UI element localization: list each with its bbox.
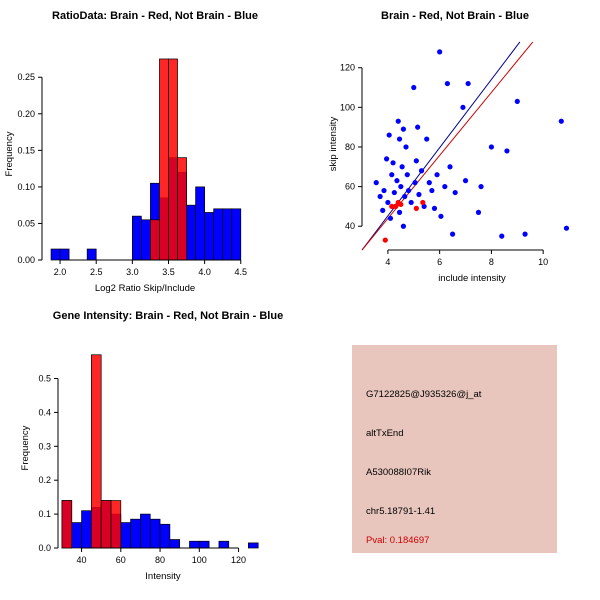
scatter-point	[419, 168, 424, 173]
hist-bar	[121, 523, 131, 548]
scatter-point	[564, 226, 569, 231]
y-tick-label: 0.15	[17, 145, 35, 156]
x-tick-label: 8	[488, 257, 494, 267]
y-tick-label: 0.00	[17, 255, 35, 265]
scatter-point	[515, 99, 520, 104]
x-tick-label: 120	[231, 555, 247, 565]
hist-bar	[141, 220, 150, 260]
panel-ratio-histogram	[0, 0, 310, 300]
scatter-point	[522, 232, 527, 237]
page-title-intensity: Gene Intensity: Brain - Red, Not Brain - Blue	[52, 310, 284, 322]
scatter-point	[416, 192, 421, 197]
x-tick-label: 6	[437, 257, 443, 267]
scatter-point	[383, 237, 388, 242]
scatter-point	[476, 210, 481, 215]
diagonal-red	[362, 42, 533, 250]
y-axis-label: Frequency	[20, 425, 31, 471]
ratio-histogram-svg	[0, 0, 310, 300]
y-tick-label: 0.3	[38, 441, 51, 452]
scatter-point	[442, 184, 447, 189]
hist-bar	[131, 519, 141, 548]
scatter-point	[437, 49, 442, 54]
hist-bar	[219, 541, 229, 548]
info-line-gene-symbol: A530088I07Rik	[366, 467, 431, 478]
hist-bar	[62, 501, 72, 548]
hist-bar	[140, 514, 150, 548]
hist-bar	[150, 519, 160, 548]
scatter-point	[415, 125, 420, 130]
panel-intensity-histogram	[0, 300, 330, 600]
scatter-point	[392, 190, 397, 195]
scatter-point	[429, 188, 434, 193]
hist-bar	[189, 541, 199, 548]
scatter-point	[447, 164, 452, 169]
scatter-point	[463, 178, 468, 183]
scatter-point	[504, 148, 509, 153]
y-tick-label: 100	[339, 102, 355, 113]
y-tick-label: 0.5	[38, 373, 51, 384]
series-brain	[62, 355, 121, 548]
scatter-point	[466, 81, 471, 86]
scatter-point	[394, 178, 399, 183]
scatter-point	[396, 119, 401, 124]
info-line-event-type: altTxEnd	[366, 428, 404, 439]
x-tick-label: 60	[115, 555, 126, 565]
x-tick-label: 40	[76, 555, 87, 565]
series-brain	[150, 59, 186, 260]
hist-bar	[132, 216, 141, 260]
y-tick-label: 0.05	[17, 218, 35, 229]
scatter-point	[400, 164, 405, 169]
hist-bar	[150, 220, 159, 260]
hist-bar	[196, 187, 205, 260]
x-tick-label: 80	[155, 555, 166, 565]
scatter-point	[406, 188, 411, 193]
y-tick-label: 40	[344, 221, 355, 232]
x-tick-label: 2.0	[53, 267, 67, 277]
scatter-point	[401, 127, 406, 132]
scatter-point	[412, 180, 417, 185]
y-axis-label: skip intensity	[328, 116, 339, 172]
scatter-point	[445, 81, 450, 86]
scatter-svg	[310, 0, 600, 300]
x-tick-label: 4.5	[234, 267, 248, 277]
hist-bar	[199, 541, 209, 548]
scatter-point	[390, 160, 395, 165]
hist-bar	[223, 209, 232, 260]
scatter-point	[381, 188, 386, 193]
y-axis-label: Frequency	[4, 131, 15, 177]
x-tick-label: 3.5	[162, 267, 175, 277]
hist-bar	[82, 511, 92, 548]
gene-info-box	[352, 345, 557, 553]
x-axis-label: include intensity	[438, 273, 506, 284]
scatter-point	[403, 144, 408, 149]
scatter-point	[460, 105, 465, 110]
scatter-point	[411, 85, 416, 90]
scatter-point	[559, 119, 564, 124]
hist-bar	[170, 540, 180, 548]
hist-bar	[159, 59, 168, 260]
y-tick-label: 0.10	[17, 181, 35, 192]
scatter-point	[387, 132, 392, 137]
x-tick-label: 3.0	[126, 267, 139, 277]
hist-bar	[101, 501, 111, 548]
scatter-point	[389, 172, 394, 177]
x-tick-label: 100	[191, 555, 207, 565]
scatter-point	[378, 194, 383, 199]
scatter-point	[405, 172, 410, 177]
hist-bar	[248, 543, 258, 548]
hist-bar	[111, 501, 121, 548]
y-tick-label: 0.4	[38, 407, 51, 418]
hist-bar	[160, 524, 170, 548]
hist-bar	[72, 523, 82, 548]
x-tick-label: 4	[385, 257, 391, 267]
intensity-histogram-svg	[0, 300, 330, 600]
scatter-point	[453, 190, 458, 195]
scatter-point	[409, 200, 414, 205]
x-tick-label: 10	[538, 257, 549, 267]
scatter-point	[432, 206, 437, 211]
scatter-point	[385, 200, 390, 205]
scatter-point	[398, 202, 403, 207]
y-tick-label: 0.0	[38, 543, 51, 553]
points-brain	[383, 200, 426, 243]
scatter-point	[398, 184, 403, 189]
scatter-point	[478, 184, 483, 189]
hist-bar	[60, 249, 69, 260]
hist-bar	[168, 59, 177, 260]
panel-scatter	[310, 0, 600, 300]
page-title-ratio: RatioData: Brain - Red, Not Brain - Blue	[52, 10, 258, 22]
scatter-point	[388, 216, 393, 221]
y-tick-label: 0.2	[38, 475, 51, 486]
scatter-point	[397, 210, 402, 215]
scatter-point	[427, 180, 432, 185]
hist-bar	[205, 212, 214, 260]
scatter-point	[499, 234, 504, 239]
y-tick-label: 0.1	[38, 509, 51, 520]
y-tick-label: 0.25	[17, 72, 35, 83]
scatter-point	[397, 136, 402, 141]
scatter-point	[434, 172, 439, 177]
scatter-point	[414, 158, 419, 163]
hist-bar	[91, 355, 101, 548]
points-not-brain	[374, 49, 569, 238]
info-line-pval: Pval: 0.184697	[366, 535, 430, 546]
x-axis-label: Log2 Ratio Skip/Include	[94, 283, 196, 294]
page-title-scatter: Brain - Red, Not Brain - Blue	[381, 10, 529, 22]
scatter-point	[384, 156, 389, 161]
hist-bar	[51, 249, 60, 260]
hist-bar	[87, 249, 96, 260]
hist-bar	[232, 209, 241, 260]
hist-bar	[187, 205, 196, 260]
y-tick-label: 80	[344, 141, 355, 152]
scatter-point	[489, 144, 494, 149]
y-tick-label: 60	[344, 181, 355, 192]
scatter-point	[374, 180, 379, 185]
scatter-point	[414, 206, 419, 211]
scatter-point	[450, 232, 455, 237]
scatter-point	[401, 224, 406, 229]
y-tick-label: 120	[339, 62, 355, 73]
info-line-probeset: G7122825@J935326@j_at	[366, 389, 482, 400]
x-axis-label: Intensity	[145, 571, 181, 582]
scatter-point	[380, 208, 385, 213]
scatter-point	[424, 136, 429, 141]
x-tick-label: 4.0	[198, 267, 211, 277]
hist-bar	[178, 158, 187, 260]
scatter-point	[438, 214, 443, 219]
scatter-point	[420, 200, 425, 205]
y-tick-label: 0.20	[17, 108, 35, 119]
series-not-brain	[51, 158, 241, 260]
hist-bar	[214, 209, 223, 260]
info-line-locus: chr5.18791-1.41	[366, 506, 436, 517]
scatter-point	[402, 194, 407, 199]
x-tick-label: 2.5	[89, 267, 103, 277]
